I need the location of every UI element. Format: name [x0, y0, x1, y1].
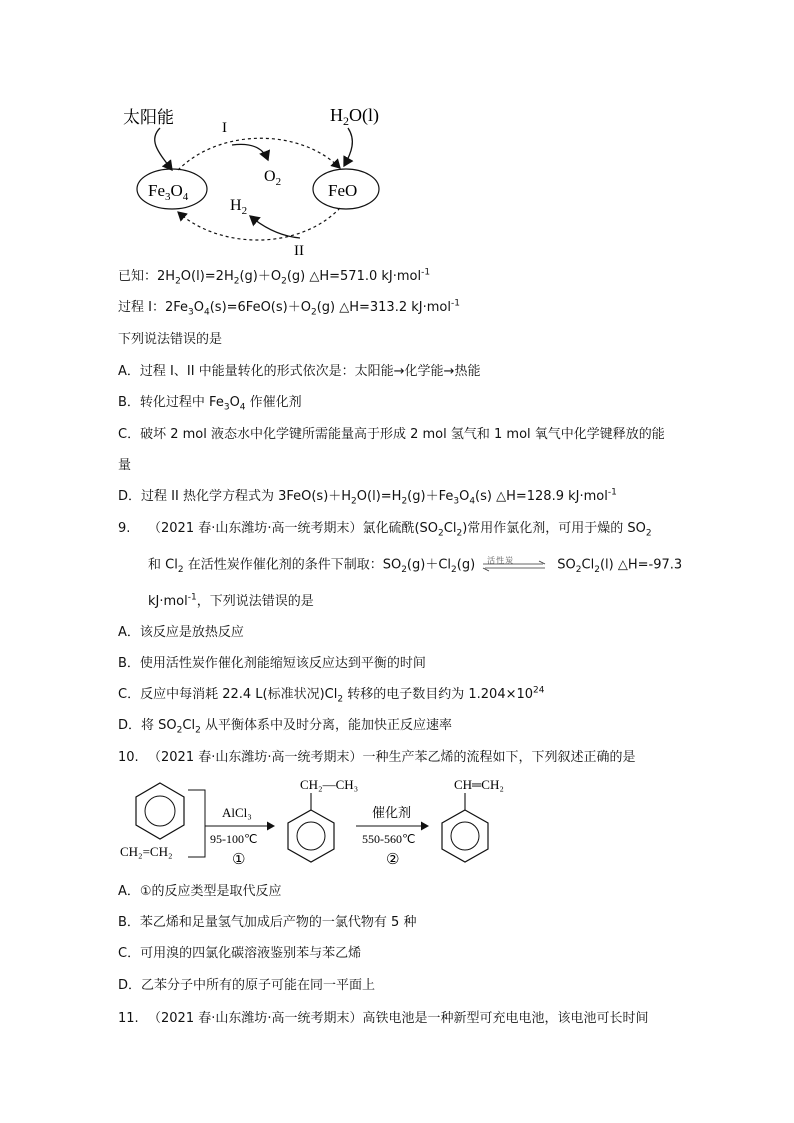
feo-label: FeO — [328, 181, 358, 200]
benzene-ring-3 — [442, 810, 488, 862]
benzene-ring-1 — [136, 783, 184, 839]
q9-option-b: B．使用活性炭作催化剂能缩短该反应达到平衡的时间 — [118, 656, 426, 671]
process-1-label: I — [222, 120, 227, 136]
q9-stem-line3: kJ·mol$^{-1}$，下列说法错误的是 — [148, 592, 314, 609]
reversible-arrow: 活性炭 — [479, 556, 549, 574]
q8-stem: 下列说法错误的是 — [118, 332, 223, 347]
process-1-equation: 过程 I：$2Fe_3O_4(s)=6FeO(s)+O_2(g)$ △H=313.2 kJ·mol$^{-1}$ — [118, 298, 460, 318]
h2-label: $H_2$ — [230, 197, 248, 217]
q10-option-b: B．苯乙烯和足量氢气加成后产物的一氯代物有 5 种 — [118, 915, 417, 930]
q9-option-d: D．将 $SO_2Cl_2$ 从平衡体系中及时分离，能加快正反应速率 — [118, 718, 452, 736]
benzene-ring-2 — [288, 810, 334, 862]
solar-energy-label: 太阳能 — [123, 108, 174, 128]
known-equation: 已知：$2H_2O(l)=2H_2(g)+O_2(g)$ △H=571.0 kJ·mol$^{-1}$ — [118, 267, 431, 287]
q8-option-b: B．转化过程中 $Fe_3O_4$ 作催化剂 — [118, 395, 302, 413]
q8-option-d: D．过程 II 热化学方程式为 $3FeO(s)+H_2O(l)=H_2(g)+Fe_3O_4(s)$ △H=128.9 kJ·mol$^{-1}$ — [118, 487, 617, 507]
q8-option-c-cont: 量 — [118, 458, 132, 473]
q10-option-c: C．可用溴的四氯化碳溶液鉴别苯与苯乙烯 — [118, 946, 362, 961]
q9-number: 9. — [118, 521, 131, 536]
q8-option-c: C．破坏 2 mol 液态水中化学键所需能量高于形成 2 mol 氢气和 1 mol 氧气中化学键释放的能 — [118, 427, 665, 442]
fe3o4-label: $Fe_3O_4$ — [148, 181, 189, 203]
q11-number: 11. — [118, 1011, 139, 1026]
vinyl-group-label: CH═CH₂ — [454, 777, 504, 792]
q9-stem-line1: （2021 春·山东潍坊·高一统考期末）氯化硫酰$(SO_2Cl_2)$常用作氯化剂，可用于燥的 $SO_2$ — [148, 521, 652, 539]
q9-option-c: C．反应中每消耗 22.4 L(标准状况)$Cl_2$ 转移的电子数目约为 $1.204\times 10^{24}$ — [118, 685, 545, 705]
reagent-2-label: 催化剂 — [372, 806, 412, 821]
q9-option-a: A．该反应是放热反应 — [118, 625, 244, 640]
q10-number: 10. — [118, 750, 139, 765]
q11-stem: （2021 春·山东潍坊·高一统考期末）高铁电池是一种新型可充电电池，该电池可长时间 — [148, 1011, 649, 1026]
ethyl-group-label: CH₂—CH₃ — [300, 777, 359, 792]
q10-option-d: D．乙苯分子中所有的原子可能在同一平面上 — [118, 978, 376, 993]
q10-option-a: A．①的反应类型是取代反应 — [118, 884, 282, 899]
reactant-bracket — [188, 790, 205, 857]
q8-option-a: A．过程 I、II 中能量转化的形式依次是：太阳能→化学能→热能 — [118, 364, 481, 379]
process-2-label: II — [294, 243, 304, 259]
q9-stem-line2: 和 $Cl_2$ 在活性炭作催化剂的条件下制取：$SO_2(g)+Cl_2(g)$ 活性炭 $SO_2Cl_2(l)$ △H=-97.3 — [148, 556, 683, 576]
ethylene-label: CH₂=CH₂ — [120, 844, 173, 859]
water-label: $H_2O(l)$ — [330, 105, 379, 128]
o2-label: $O_2$ — [264, 168, 282, 188]
reagent-1-label: AlCl₃ — [222, 805, 252, 820]
step-1-marker: ① — [232, 850, 246, 868]
q10-stem: （2021 春·山东潍坊·高一统考期末）一种生产苯乙烯的流程如下，下列叙述正确的是 — [148, 750, 636, 765]
step-2-marker: ② — [386, 850, 400, 868]
condition-1-label: 95-100℃ — [210, 832, 258, 846]
condition-2-label: 550-560℃ — [362, 832, 416, 846]
